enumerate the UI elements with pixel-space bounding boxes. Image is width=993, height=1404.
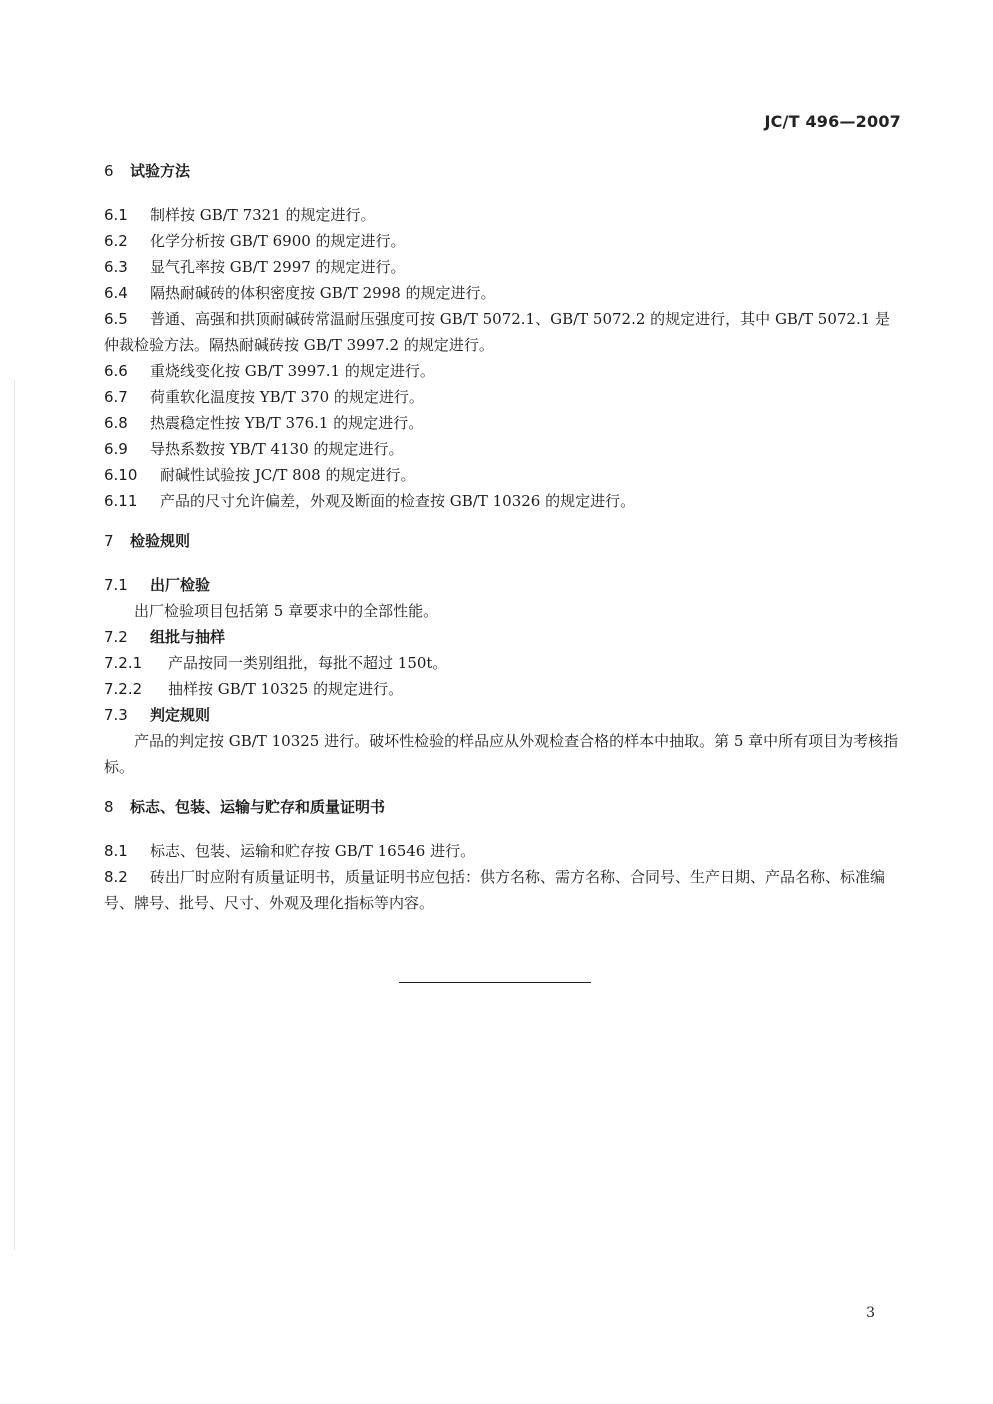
page-number: 3: [866, 1305, 875, 1321]
clause-number: 6.5: [104, 310, 128, 328]
clause-text: 产品的尺寸允许偏差，外观及断面的检查按 GB/T 10326 的规定进行。: [160, 492, 636, 510]
clause-7-2-2: [104, 676, 900, 702]
clause-text: 制样按 GB/T 7321 的规定进行。: [150, 206, 376, 224]
clause-6-10: [104, 462, 900, 488]
clause-6-6: [104, 358, 900, 384]
clause-number: 7.2.1: [104, 654, 143, 672]
clause-number: 6.9: [104, 440, 128, 458]
section-number: 8: [104, 798, 114, 816]
section-title: 试验方法: [130, 162, 191, 180]
clause-number: 6.2: [104, 232, 128, 250]
clause-text: 产品按同一类别组批，每批不超过 150t。: [168, 654, 448, 672]
clause-number: 6.1: [104, 206, 128, 224]
section-6-heading: [104, 158, 900, 184]
subsection-number: 7.3: [104, 706, 128, 724]
scan-edge-line: [14, 380, 15, 1250]
clause-6-4: [104, 280, 900, 306]
clause-text: 荷重软化温度按 YB/T 370 的规定进行。: [150, 388, 424, 406]
clause-number: 6.3: [104, 258, 128, 276]
document-body: [104, 158, 900, 916]
subsection-7-1-text: 出厂检验项目包括第 5 章要求中的全部性能。: [134, 602, 439, 620]
section-number: 7: [104, 532, 114, 550]
clause-number: 8.2: [104, 868, 128, 886]
subsection-7-3-heading: [104, 702, 900, 728]
clause-text: 标志、包装、运输和贮存按 GB/T 16546 进行。: [150, 842, 476, 860]
section-8-heading: [104, 794, 900, 820]
clause-text: 砖出厂时应附有质量证明书，质量证明书应包括：供方名称、需方名称、合同号、生产日期、产品名称、标准编号、牌号、批号、尺寸、外观及理化指标等内容。: [104, 868, 886, 912]
clause-text: 显气孔率按 GB/T 2997 的规定进行。: [150, 258, 406, 276]
section-title: 标志、包装、运输与贮存和质量证明书: [130, 798, 386, 816]
clause-6-5: [104, 306, 900, 358]
subsection-title: 判定规则: [150, 706, 211, 724]
clause-number: 6.4: [104, 284, 128, 302]
clause-6-11: [104, 488, 900, 514]
subsection-7-3-text: 产品的判定按 GB/T 10325 进行。破坏性检验的样品应从外观检查合格的样本中抽取。第 5 章中所有项目为考核指标。: [104, 732, 899, 776]
clause-number: 6.10: [104, 466, 138, 484]
standard-code: JC/T 496—2007: [764, 112, 901, 131]
clause-text: 热震稳定性按 YB/T 376.1 的规定进行。: [150, 414, 424, 432]
clause-text: 抽样按 GB/T 10325 的规定进行。: [168, 680, 404, 698]
clause-7-2-1: [104, 650, 900, 676]
subsection-number: 7.1: [104, 576, 128, 594]
subsection-7-2-heading: [104, 624, 900, 650]
clause-6-8: [104, 410, 900, 436]
clause-text: 隔热耐碱砖的体积密度按 GB/T 2998 的规定进行。: [150, 284, 496, 302]
clause-text: 导热系数按 YB/T 4130 的规定进行。: [150, 440, 404, 458]
clause-number: 6.11: [104, 492, 138, 510]
clause-text: 化学分析按 GB/T 6900 的规定进行。: [150, 232, 406, 250]
section-title: 检验规则: [130, 532, 191, 550]
clause-6-3: [104, 254, 900, 280]
clause-number: 6.6: [104, 362, 128, 380]
clause-number: 6.7: [104, 388, 128, 406]
clause-6-2: [104, 228, 900, 254]
clause-8-2: [104, 864, 900, 916]
subsection-title: 组批与抽样: [150, 628, 226, 646]
clause-6-7: [104, 384, 900, 410]
clause-8-1: [104, 838, 900, 864]
clause-number: 7.2.2: [104, 680, 143, 698]
end-rule: [399, 982, 591, 983]
section-7-heading: [104, 528, 900, 554]
subsection-number: 7.2: [104, 628, 128, 646]
section-number: 6: [104, 162, 114, 180]
clause-6-9: [104, 436, 900, 462]
clause-number: 6.8: [104, 414, 128, 432]
clause-text: 耐碱性试验按 JC/T 808 的规定进行。: [160, 466, 416, 484]
clause-6-1: [104, 202, 900, 228]
clause-text: 重烧线变化按 GB/T 3997.1 的规定进行。: [150, 362, 435, 380]
subsection-title: 出厂检验: [150, 576, 211, 594]
subsection-7-1-heading: [104, 572, 900, 598]
clause-text: 普通、高强和拱顶耐碱砖常温耐压强度可按 GB/T 5072.1、GB/T 5072.2 的规定进行，其中 GB/T 5072.1 是仲裁检验方法。隔热耐碱砖按 GB/T 3997.2 的规定进行。: [104, 310, 891, 354]
clause-number: 8.1: [104, 842, 128, 860]
